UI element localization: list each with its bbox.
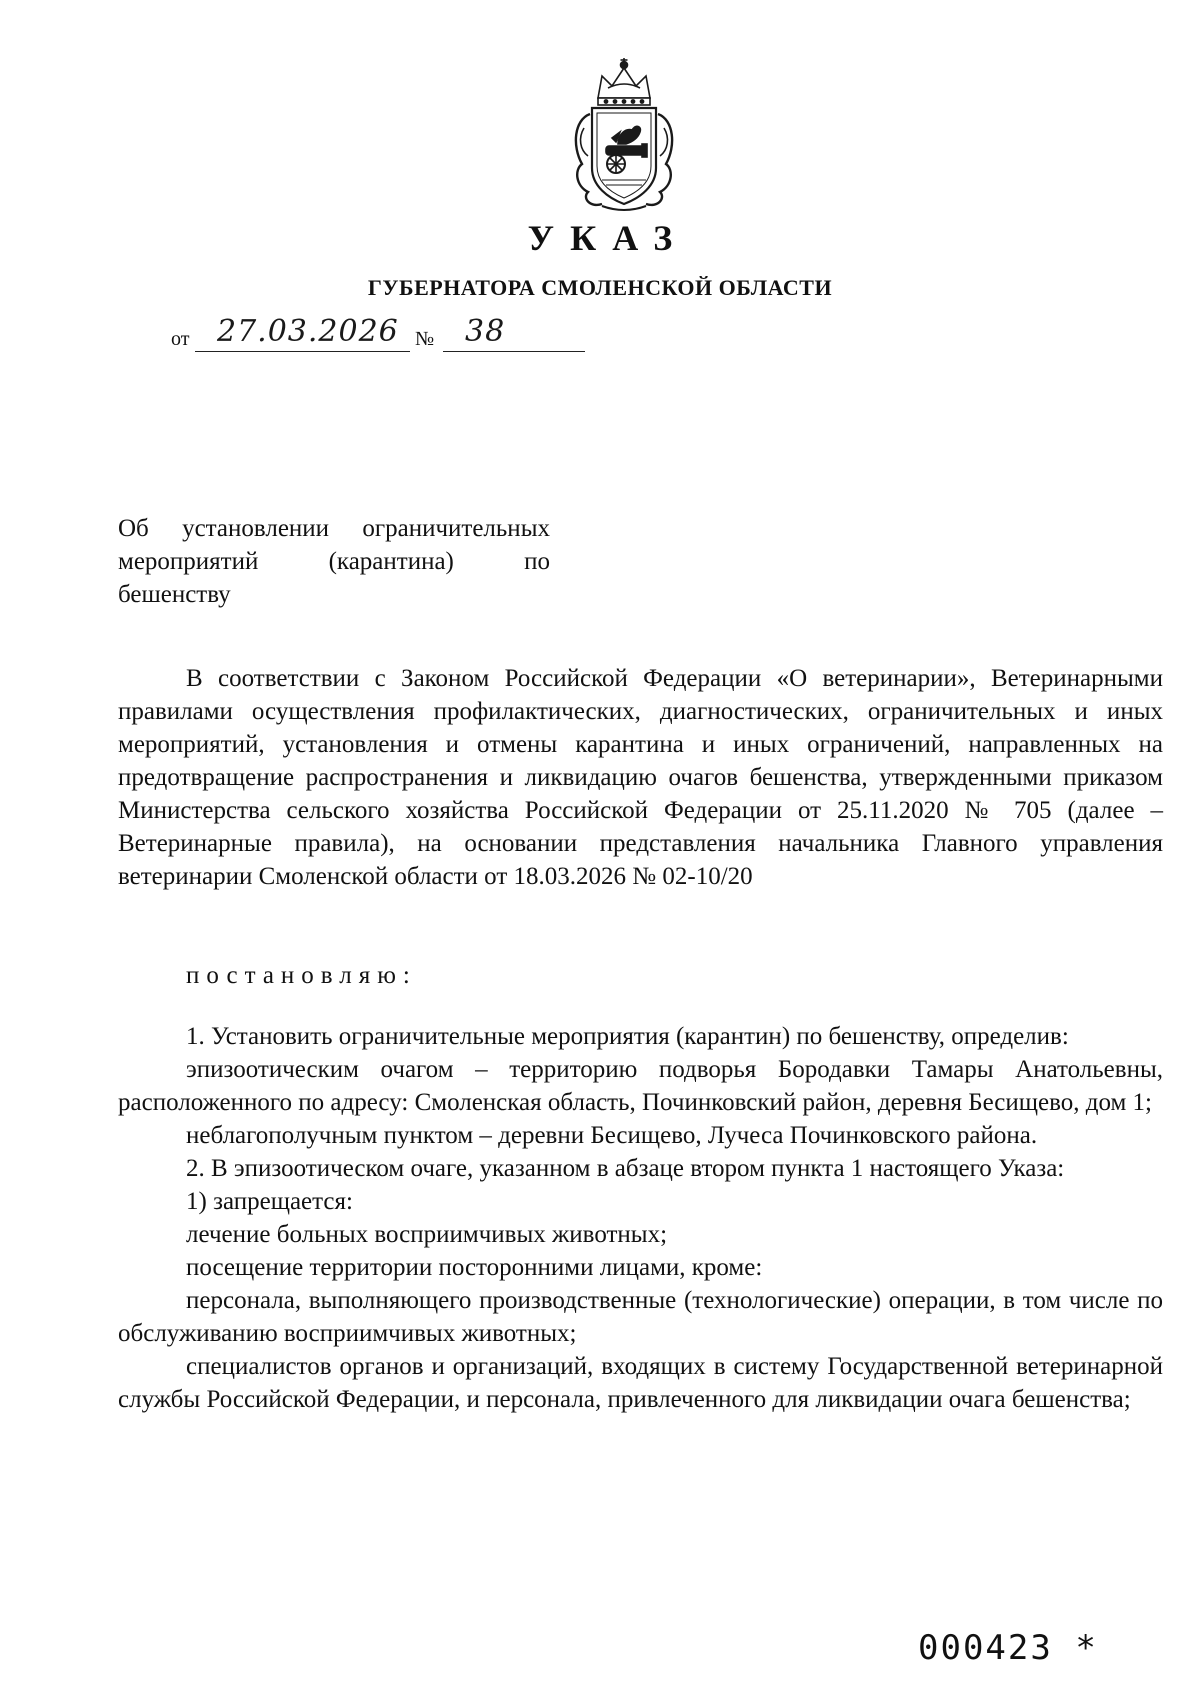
decree-subtitle: ГУБЕРНАТОРА СМОЛЕНСКОЙ ОБЛАСТИ [367,275,833,300]
heading-line: мероприятий (карантина) по [118,548,550,575]
paragraph: 1. Установить ограничительные мероприятия (карантин) по бешенству, определив: [186,1023,1069,1050]
preamble-text: В соответствии с Законом Российской Федерации «О ветеринарии», Ветеринарными правилами осуществления профилактических, диагностических, ограничительных и иных мероприятий, установления и отмены карантина и иных ограничений, направленных на предотвращение распространения и ликвидацию очагов бешенства, утвержденными приказом Министерства сельского хозяйства Российской Федерации от 25.11.2020 № 705 (далее – Ветеринарные правила), на основании представления начальника Главного управления ветеринарии Смоленской области от 18.03.2026 № 02-10/20 [118,665,1163,890]
handwritten-number: 38 [465,314,506,349]
paragraph: 2. В эпизоотическом очаге, указанном в абзаце втором пункта 1 настоящего Указа: [186,1155,1065,1182]
document-heading [118,512,550,611]
heading-line: бешенству [118,581,231,608]
heading-line: Об установлении ограничительных [118,515,550,542]
serial-mark: * [1075,1628,1098,1668]
decree-body [118,1020,1163,1416]
paragraph: неблагополучным пунктом – деревни Бесищево, Лучеса Починковского района. [186,1122,1038,1149]
number-sign: № [415,328,435,350]
document-serial-number [918,1628,1098,1668]
paragraph: персонала, выполняющего производственные (технологические) операции, в том числе по обслуживанию восприимчивых животных; [118,1287,1163,1347]
paragraph: лечение больных восприимчивых животных; [186,1221,668,1248]
paragraph: специалистов органов и организаций, входящих в систему Государственной ветеринарной службы Российской Федерации, и персонала, привлеченного для ликвидации очага бешенства; [118,1353,1163,1413]
preamble-paragraph [118,662,1163,893]
serial-number: 000423 [918,1628,1053,1668]
date-prefix: от [171,328,190,350]
number-field [443,314,585,352]
handwritten-date: 27.03.2026 [217,314,399,349]
date-field [195,314,410,352]
decree-word: постановляю: [186,962,417,989]
decree-title: УКАЗ [527,218,689,258]
paragraph: посещение территории посторонними лицами, кроме: [186,1254,763,1281]
date-number-line [171,314,611,358]
paragraph: 1) запрещается: [186,1188,353,1215]
coat-of-arms-emblem [568,58,680,214]
paragraph: эпизоотическим очагом – территорию подворья Бородавки Тамары Анатольевны, расположенного по адресу: Смоленская область, Починковский район, деревня Бесищево, дом 1; [118,1056,1163,1116]
